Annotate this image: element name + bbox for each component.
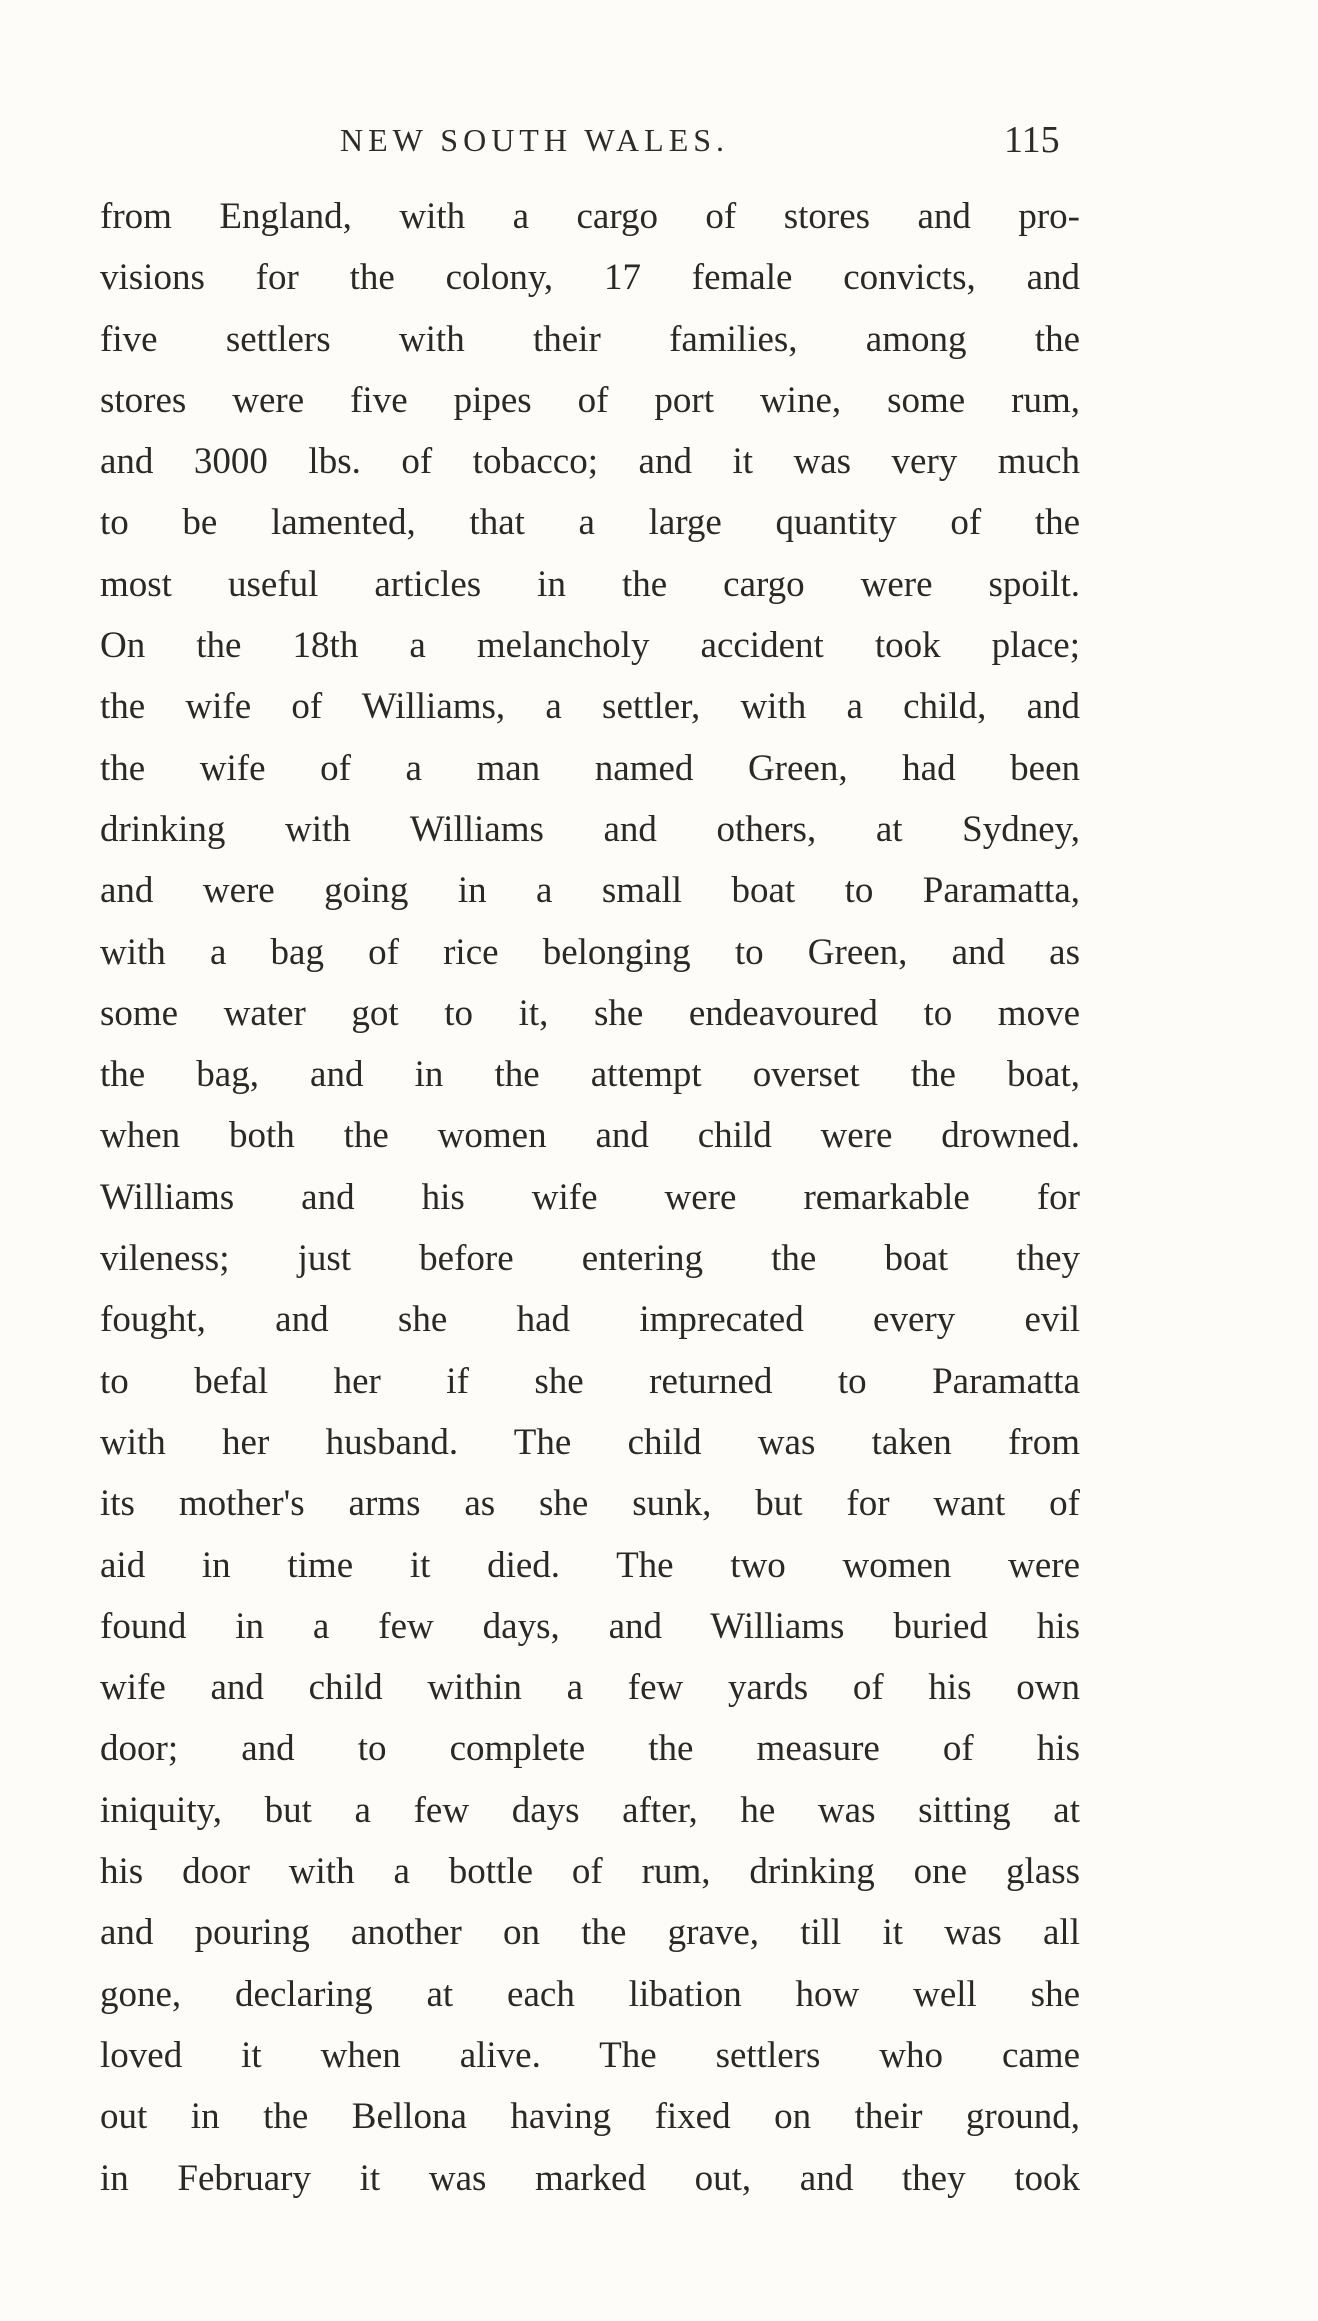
text-line: and were going in a small boat to Paramatta, — [100, 870, 1080, 912]
text-line: door; and to complete the measure of his — [100, 1728, 1080, 1770]
text-line: his door with a bottle of rum, drinking one glass — [100, 1851, 1080, 1893]
text-line: drinking with Williams and others, at Sydney, — [100, 808, 1080, 850]
text-line: wife and child within a few yards of his own — [100, 1667, 1080, 1709]
text-line: with a bag of rice belonging to Green, and as — [100, 931, 1080, 973]
text-line: the wife of Williams, a settler, with a child, and — [100, 686, 1080, 728]
text-line: stores were five pipes of port wine, some rum, — [100, 379, 1080, 421]
text-line: from England, with a cargo of stores and pro- — [100, 196, 1080, 237]
text-line: Williams and his wife were remarkable for — [100, 1176, 1080, 1218]
page-header — [0, 118, 1318, 178]
text-line: found in a few days, and Williams buried his — [100, 1605, 1080, 1647]
text-line: gone, declaring at each libation how well she — [100, 1973, 1080, 2015]
text-line: out in the Bellona having fixed on their ground, — [100, 2096, 1080, 2138]
text-line: On the 18th a melancholy accident took place; — [100, 625, 1080, 667]
text-line: iniquity, but a few days after, he was sitting at — [100, 1789, 1080, 1831]
text-line: loved it when alive. The settlers who came — [100, 2034, 1080, 2076]
text-line: when both the women and child were drowned. — [100, 1115, 1080, 1157]
text-line: the wife of a man named Green, had been — [100, 747, 1080, 789]
text-line: and pouring another on the grave, till it was all — [100, 1912, 1080, 1954]
body-text — [100, 186, 1080, 2209]
text-line: the bag, and in the attempt overset the boat, — [100, 1054, 1080, 1096]
text-line: in February it was marked out, and they took — [100, 2157, 1080, 2199]
running-head: NEW SOUTH WALES. — [340, 122, 730, 158]
text-line: to be lamented, that a large quantity of the — [100, 502, 1080, 544]
text-line: fought, and she had imprecated every evil — [100, 1299, 1080, 1341]
text-line: and 3000 lbs. of tobacco; and it was very much — [100, 441, 1080, 483]
text-line: vileness; just before entering the boat they — [100, 1238, 1080, 1280]
text-line: aid in time it died. The two women were — [100, 1544, 1080, 1586]
text-line: with her husband. The child was taken from — [100, 1421, 1080, 1463]
text-line: most useful articles in the cargo were spoilt. — [100, 563, 1080, 605]
text-line: visions for the colony, 17 female convicts, and — [100, 257, 1080, 299]
text-line: to befal her if she returned to Paramatta — [100, 1360, 1080, 1402]
text-line: five settlers with their families, among the — [100, 318, 1080, 360]
page-number: 115 — [1004, 119, 1060, 161]
text-line: some water got to it, she endeavoured to move — [100, 992, 1080, 1034]
text-line: its mother's arms as she sunk, but for want of — [100, 1483, 1080, 1525]
